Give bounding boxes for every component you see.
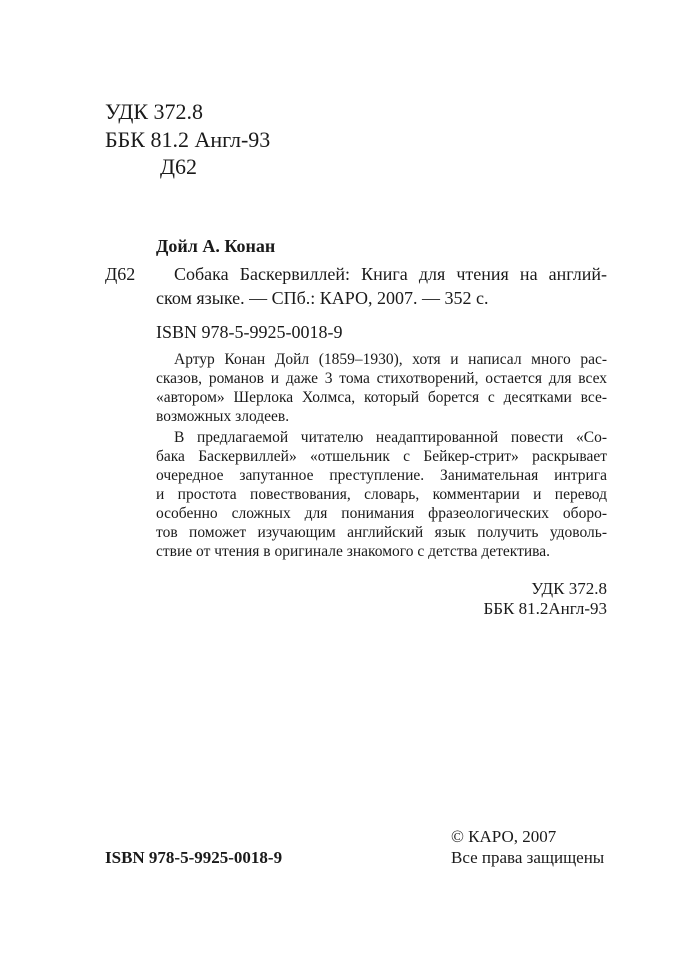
annotation-line: бака Баскервиллей» «отшельник с Бейкер-стрит» раскрывает <box>156 448 607 465</box>
annotation-line: ствие от чтения в оригинале знакомого с детства детектива. <box>156 543 551 560</box>
card-author-sign: Д62 <box>105 264 136 284</box>
rights-notice: Все права защищены <box>451 848 605 867</box>
annotation-line: возможных злодеев. <box>156 408 290 425</box>
annotation-line: тов поможет изучающим английский язык получить удоволь- <box>156 524 607 541</box>
annotation-line: и простота повествования, словарь, комментарии и перевод <box>156 486 607 503</box>
annotation-line: особенно сложных для понимания фразеологических оборо- <box>156 505 607 522</box>
annotation-line: В предлагаемой читателю неадаптированной повести «Со- <box>174 429 607 446</box>
annotation-line: Артур Конан Дойл (1859–1930), хотя и написал много рас- <box>174 351 607 368</box>
annotation-line: «автором» Шерлока Холмса, который борется с десятками все- <box>156 389 607 406</box>
author-sign-code: Д62 <box>160 154 198 179</box>
bbk-code-bottom: ББК 81.2Англ-93 <box>483 599 607 618</box>
bbk-code: ББК 81.2 Англ-93 <box>105 127 271 152</box>
isbn-footer: ISBN 978-5-9925-0018-9 <box>105 848 283 867</box>
annotation-line: очередное запутанное преступление. Занимательная интрига <box>156 467 607 484</box>
copyright-notice: © КАРО, 2007 <box>451 827 557 846</box>
annotation-paragraph-1 <box>156 350 607 426</box>
book-title-line-1: Собака Баскервиллей: Книга для чтения на англий- <box>174 264 607 284</box>
book-title-line-2: ском языке. — СПб.: КАРО, 2007. — 352 с. <box>156 288 489 308</box>
udk-code: УДК 372.8 <box>105 99 204 124</box>
annotation-line: сказов, романов и даже 3 тома стихотворений, остается для всех <box>156 370 607 387</box>
annotation-paragraph-2 <box>156 428 607 561</box>
author-name: Дойл А. Конан <box>156 236 276 256</box>
udk-code-bottom: УДК 372.8 <box>531 579 607 598</box>
isbn-card: ISBN 978-5-9925-0018-9 <box>156 322 343 342</box>
